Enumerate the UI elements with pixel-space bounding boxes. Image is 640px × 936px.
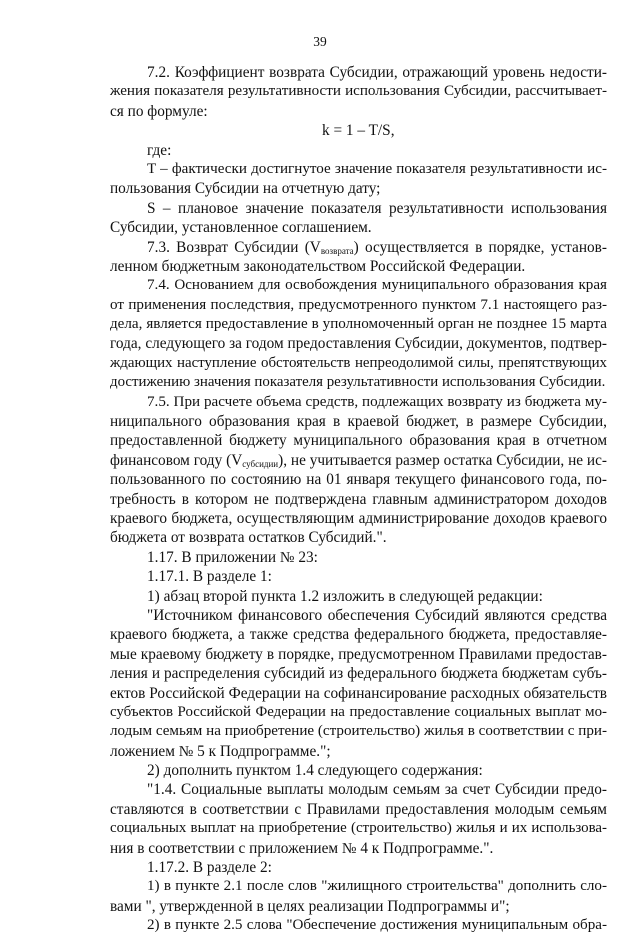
text-line: T – фактически достигнутое значение показателя результативности ис- [147,160,607,177]
text-span: финансовом году (V [110,451,243,469]
text-line: мые краевому бюджету в порядке, предусмотренном Правилами предостав- [110,645,607,663]
text-line: предоставленной бюджету муниципального образования края в отчетном [110,432,607,450]
text-line: ждающих наступление обстоятельств непреодолимой силы, препятствующих [110,354,607,371]
text-span: 7.3. Возврат Субсидии (V [147,238,321,256]
text-line: 1.17.1. В разделе 1: [147,568,272,586]
text-line: пользованного по состоянию на 01 января текущего финансового года, по- [110,471,607,489]
text-line: где: [147,141,172,159]
text-line: краевого бюджета, осуществляющим администрирование доходов краевого [110,509,607,527]
text-line: 1.17. В приложении № 23: [147,548,318,566]
text-line: лодым семьям на приобретение (строительство) жилья в соответствии с при- [110,723,607,740]
text-line: "1.4. Социальные выплаты молодым семьям за счет Субсидии предо- [147,781,607,799]
text-line: "Источником финансового обеспечения Субсидий являются средства [147,606,607,624]
text-line: социальных выплат на приобретение (строительство) жилья и их использова- [110,820,607,837]
text-line: краевого бюджета, а также средства федерального бюджета, предоставляе- [110,626,607,644]
text-line: достижению значения показателя результативности использования Субсидии. [110,374,606,391]
text-line: 7.5. При расчете объема средств, подлежащих возврату из бюджета му- [147,393,607,410]
text-line [110,238,607,257]
text-line: требность в котором не подтверждена главным администратором доходов [110,490,607,508]
text-line: бюджета от возврата остатков Субсидий.". [110,529,387,547]
document-body [110,63,607,936]
text-line: 1) в пункте 2.1 после слов "жилищного строительства" дополнить сло- [147,878,607,895]
text-span: ), не учитывается размер остатка Субсидии, не ис- [278,451,607,469]
text-line: 1.17.2. В разделе 2: [147,859,272,877]
page-number: 39 [313,34,327,49]
text-line: субъектов Российской Федерации на предоставление социальных выплат мо- [110,703,607,720]
text-span: ) осуществляется в порядке, установ- [353,238,607,256]
formula: k = 1 – T/S, [322,122,395,140]
text-line: ния в соответствии с приложением № 4 к Подпрограмме.". [110,839,494,857]
text-line: ленном бюджетным законодательством Российской Федерации. [110,257,526,275]
text-line: пользования Субсидии на отчетную дату; [110,180,381,198]
text-line: от применения последствия, предусмотренного пунктом 7.1 настоящего раз- [110,296,607,313]
text-line: 2) дополнить пунктом 1.4 следующего содержания: [147,762,483,780]
text-line: ниципального образования края в краевой бюджет, в размере Субсидии, [110,413,607,431]
text-line: дела, является предоставление в уполномоченный орган не позднее 15 марта [110,316,607,333]
text-line: года, следующего за годом предоставления Субсидии, документов, подтвер- [110,335,607,353]
text-line: жения показателя результативности использования Субсидии, рассчитывает- [110,83,607,100]
text-line: ложением № 5 к Подпрограмме."; [110,742,331,760]
text-line: ектов Российской Федерации на софинансирование расходных обязательств [110,684,607,702]
subscript: возврата [320,245,354,256]
text-line: S – плановое значение показателя результативности использования [147,199,607,217]
text-line: 2) в пункте 2.5 слова "Обеспечение достижения муниципальным обра- [147,917,607,934]
text-line: Субсидии, установленное соглашением. [110,219,372,237]
text-line [110,451,607,470]
text-line: ления и распределения субсидий из федерального бюджета бюджетам субъ- [110,665,607,683]
subscript: субсидии [242,458,279,469]
text-line: ставляются в соответствии с Правилами предоставления молодым семьям [110,800,607,818]
text-line: 7.2. Коэффициент возврата Субсидии, отражающий уровень недости- [147,64,607,81]
text-line: 7.4. Основанием для освобождения муниципального образования края [147,277,607,294]
text-line: 1) абзац второй пункта 1.2 изложить в следующей редакции: [147,587,543,605]
text-line: вами ", утвержденной в целях реализации Подпрограммы и"; [110,897,510,915]
text-line: ся по формуле: [110,102,208,120]
